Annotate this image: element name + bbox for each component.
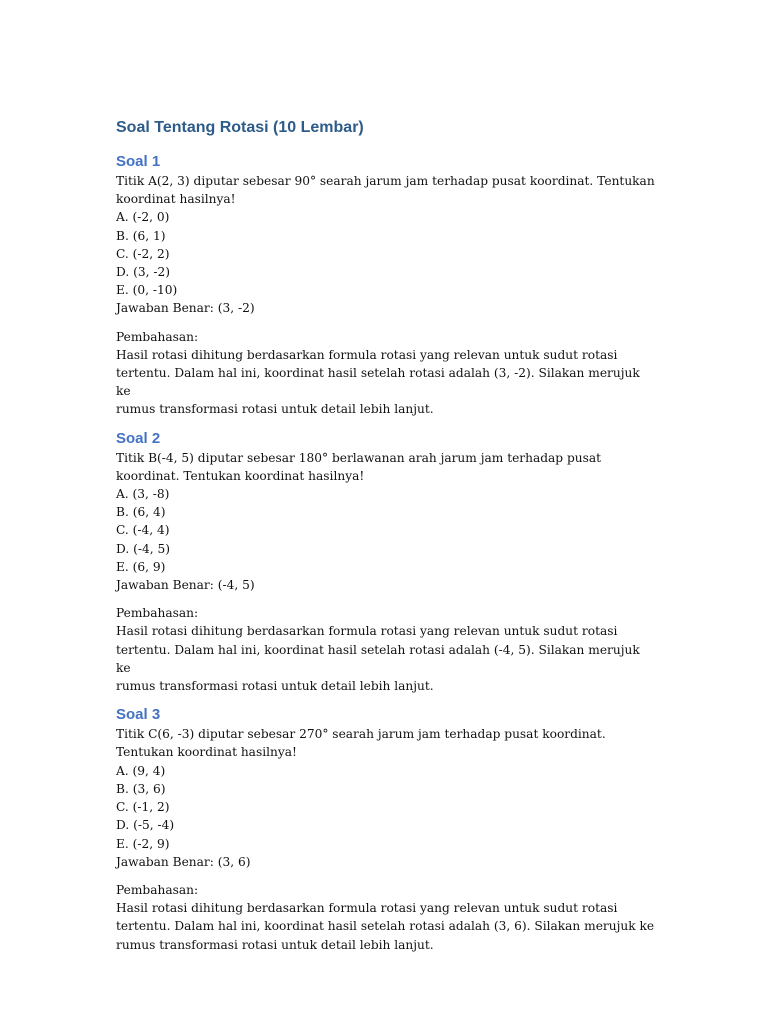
discussion-line: Hasil rotasi dihitung berdasarkan formula rotasi yang relevan untuk sudut rotasi	[116, 901, 618, 916]
option-d: D. (-5, -4)	[116, 818, 175, 833]
document-title: Soal Tentang Rotasi (10 Lembar)	[116, 119, 364, 136]
document-page	[116, 118, 656, 954]
discussion-line: tertentu. Dalam hal ini, koordinat hasil setelah rotasi adalah (3, -2). Silakan merujuk ke	[116, 366, 640, 399]
discussion	[116, 604, 656, 695]
question-1	[116, 152, 656, 419]
discussion-line: Hasil rotasi dihitung berdasarkan formula rotasi yang relevan untuk sudut rotasi	[116, 347, 618, 362]
discussion-label: Pembahasan:	[116, 882, 199, 897]
discussion-line: tertentu. Dalam hal ini, koordinat hasil setelah rotasi adalah (3, 6). Silakan merujuk ke	[116, 919, 655, 934]
correct-answer: Jawaban Benar: (3, 6)	[116, 854, 251, 869]
discussion-line: rumus transformasi rotasi untuk detail lebih lanjut.	[116, 679, 434, 694]
option-c: C. (-2, 2)	[116, 246, 170, 261]
question-text-line: Tentukan koordinat hasilnya!	[116, 745, 297, 760]
question-text-line: Titik C(6, -3) diputar sebesar 270° searah jarum jam terhadap pusat koordinat.	[116, 727, 606, 742]
option-e: E. (0, -10)	[116, 283, 178, 298]
option-c: C. (-1, 2)	[116, 800, 170, 815]
option-b: B. (3, 6)	[116, 781, 166, 796]
option-c: C. (-4, 4)	[116, 523, 170, 538]
discussion-line: Hasil rotasi dihitung berdasarkan formula rotasi yang relevan untuk sudut rotasi	[116, 624, 618, 639]
option-d: D. (-4, 5)	[116, 541, 170, 556]
question-heading: Soal 2	[116, 429, 161, 447]
question-text-line: koordinat. Tentukan koordinat hasilnya!	[116, 468, 365, 483]
question-text-line: Titik B(-4, 5) diputar sebesar 180° berlawanan arah jarum jam terhadap pusat	[116, 450, 602, 465]
question-heading: Soal 1	[116, 153, 161, 170]
correct-answer: Jawaban Benar: (3, -2)	[116, 301, 255, 316]
option-a: A. (9, 4)	[116, 763, 166, 778]
question-text-line: Titik A(2, 3) diputar sebesar 90° searah jarum jam terhadap pusat koordinat. Tentukan	[116, 174, 655, 188]
question-3	[116, 705, 656, 953]
correct-answer: Jawaban Benar: (-4, 5)	[116, 578, 255, 593]
discussion-line: rumus transformasi rotasi untuk detail lebih lanjut.	[116, 937, 434, 952]
discussion-line: rumus transformasi rotasi untuk detail lebih lanjut.	[116, 402, 434, 417]
question-heading: Soal 3	[116, 706, 161, 724]
question-text-line: koordinat hasilnya!	[116, 192, 236, 207]
option-d: D. (3, -2)	[116, 265, 170, 280]
discussion	[116, 881, 656, 954]
option-e: E. (6, 9)	[116, 559, 166, 574]
option-b: B. (6, 4)	[116, 505, 166, 520]
question-2	[116, 429, 656, 696]
discussion-label: Pembahasan:	[116, 329, 199, 344]
discussion	[116, 328, 656, 419]
option-e: E. (-2, 9)	[116, 836, 170, 851]
option-b: B. (6, 1)	[116, 228, 166, 243]
option-a: A. (-2, 0)	[116, 210, 170, 225]
discussion-label: Pembahasan:	[116, 606, 199, 621]
discussion-line: tertentu. Dalam hal ini, koordinat hasil setelah rotasi adalah (-4, 5). Silakan merujuk ke	[116, 642, 640, 675]
option-a: A. (3, -8)	[116, 487, 170, 502]
